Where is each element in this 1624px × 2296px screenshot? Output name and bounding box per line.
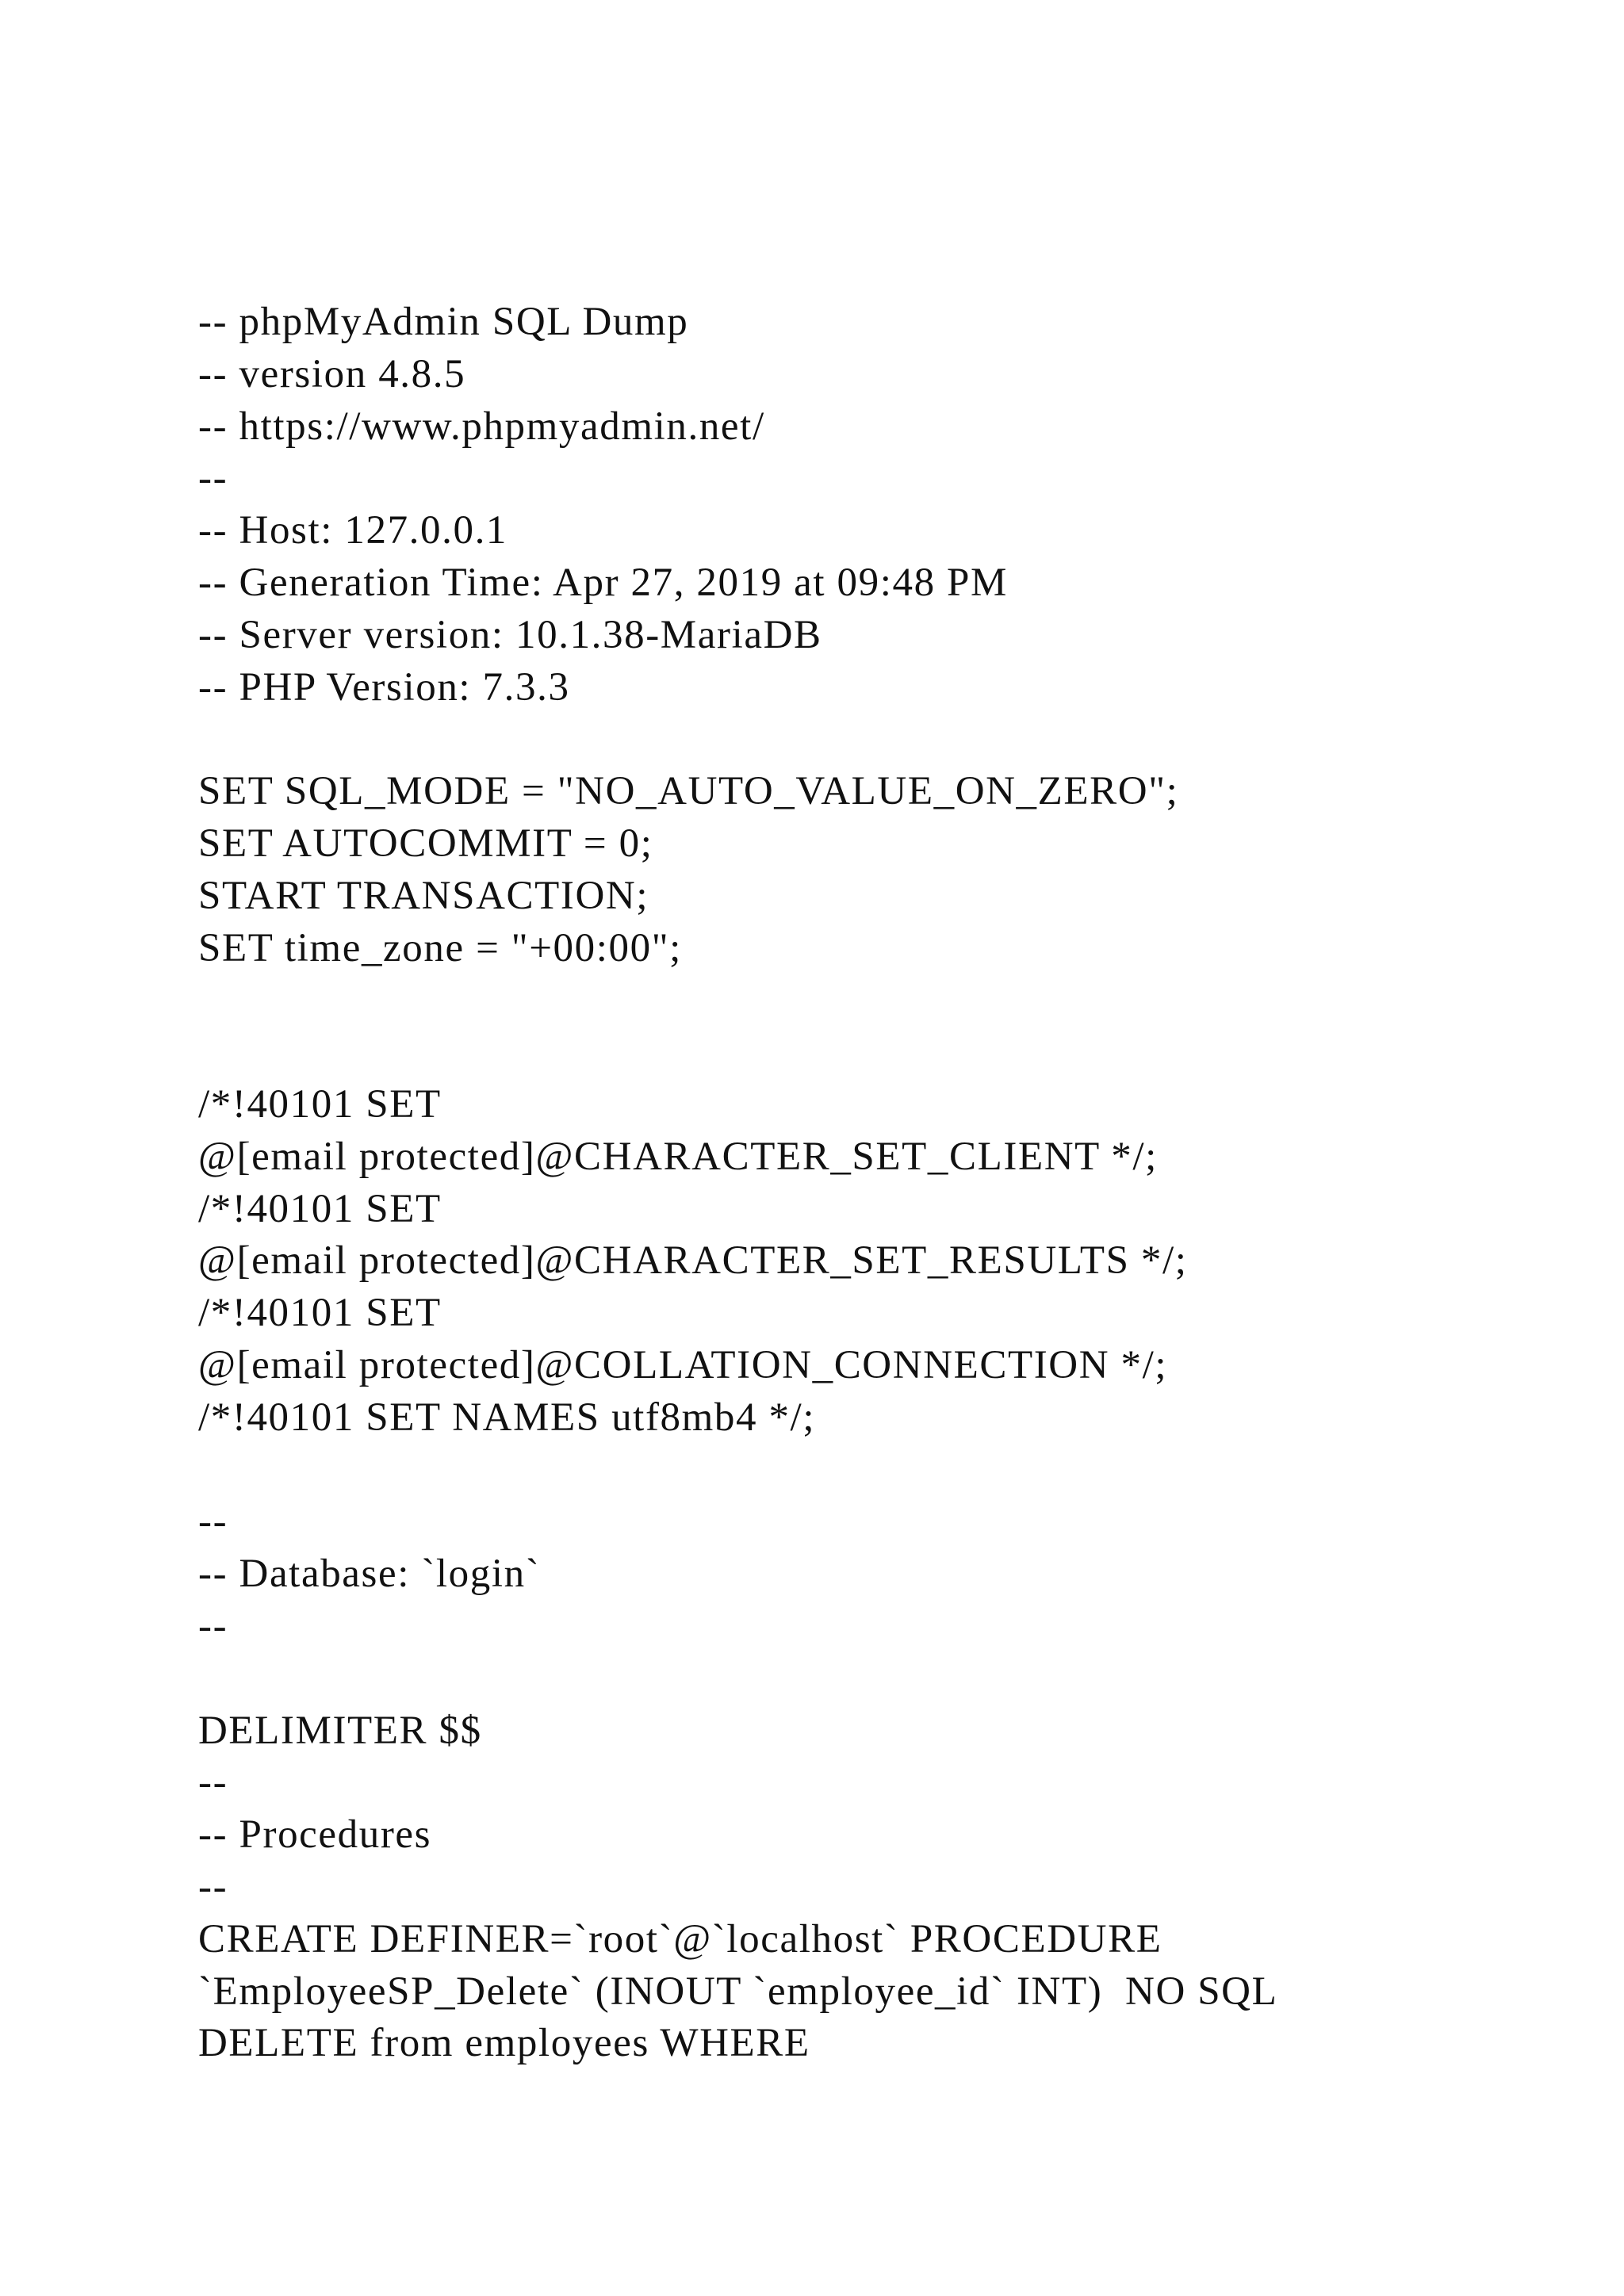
- text-line: --: [198, 1864, 228, 1909]
- text-line: /*!40101 SET: [198, 1081, 442, 1127]
- text-line: -- Host: 127.0.0.1: [198, 508, 508, 553]
- text-line: `EmployeeSP_Delete` (INOUT `employee_id` INT) NO SQL: [198, 1969, 1278, 2014]
- blank-line: [198, 1027, 1546, 1079]
- text-line: --: [198, 1603, 228, 1648]
- blank-line: [198, 714, 1546, 766]
- text-line: -- Database: `login`: [198, 1552, 541, 1597]
- text-line: SET AUTOCOMMIT = 0;: [198, 821, 653, 866]
- text-line: @[email protected]@COLLATION_CONNECTION */;: [198, 1342, 1168, 1387]
- text-line: --: [198, 1760, 228, 1805]
- text-line: --: [198, 1499, 228, 1544]
- text-line: -- Procedures: [198, 1812, 432, 1858]
- blank-line: [198, 1653, 1546, 1705]
- text-line: @[email protected]@CHARACTER_SET_CLIENT */;: [198, 1134, 1158, 1179]
- text-line: -- version 4.8.5: [198, 351, 466, 396]
- blank-line: [198, 974, 1546, 1027]
- text-line: --: [198, 456, 228, 501]
- text-line: DELETE from employees WHERE: [198, 2021, 810, 2066]
- text-line: /*!40101 SET: [198, 1291, 442, 1336]
- text-line: /*!40101 SET NAMES utf8mb4 */;: [198, 1395, 816, 1440]
- blank-line: [198, 1445, 1546, 1497]
- text-line: SET time_zone = "+00:00";: [198, 925, 682, 970]
- text-line: START TRANSACTION;: [198, 873, 649, 918]
- text-line: -- Generation Time: Apr 27, 2019 at 09:48 PM: [198, 560, 1008, 605]
- text-line: -- Server version: 10.1.38-MariaDB: [198, 612, 822, 657]
- text-line: /*!40101 SET: [198, 1186, 442, 1231]
- text-line: -- PHP Version: 7.3.3: [198, 664, 570, 710]
- text-line: DELIMITER $$: [198, 1708, 482, 1753]
- text-line: -- phpMyAdmin SQL Dump: [198, 300, 689, 344]
- text-line: -- https://www.phpmyadmin.net/: [198, 404, 765, 449]
- text-line: @[email protected]@CHARACTER_SET_RESULTS */;: [198, 1238, 1188, 1284]
- text-line: CREATE DEFINER=`root`@`localhost` PROCEDURE: [198, 1916, 1162, 1961]
- text-line: SET SQL_MODE = "NO_AUTO_VALUE_ON_ZERO";: [198, 769, 1179, 814]
- sql-dump-text: [198, 297, 1546, 2070]
